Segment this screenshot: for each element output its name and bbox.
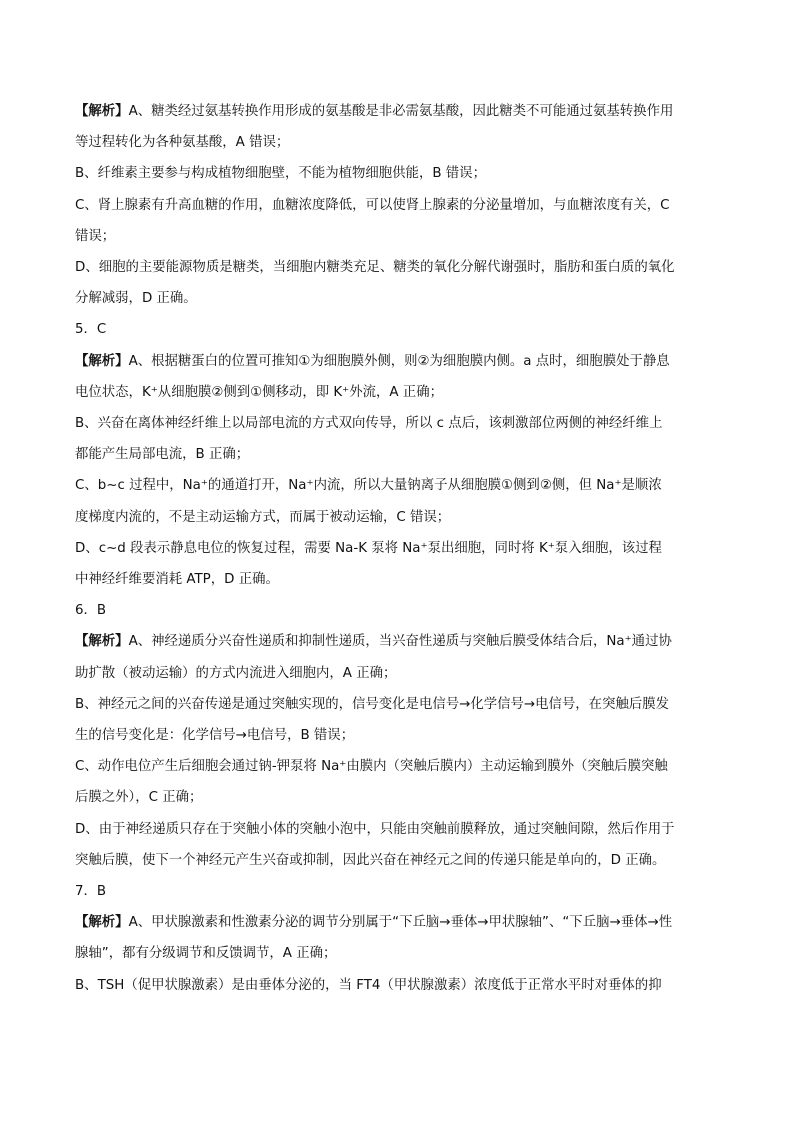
para-16	[75, 907, 675, 969]
para-1	[75, 96, 675, 158]
para-14: D、由于神经递质只存在于突触小体的突触小泡中，只能由突触前膜释放，通过突触间隙，然后作用于突触后膜，使下一个神经元产生兴奋或抑制，因此兴奋在神经元之间的传递只能是单向的，D 正确。	[75, 821, 675, 868]
para-text: A、糖类经过氨基转换作用形成的氨基酸是非必需氨基酸，因此糖类不可能通过氨基转换作用等过程转化为各种氨基酸，A 错误；	[75, 104, 674, 151]
analysis-tag: 【解析】	[75, 353, 129, 369]
para-4: D、细胞的主要能源物质是糖类，当细胞内糖类充足、糖类的氧化分解代谢强时，脂肪和蛋白质的氧化分解减弱，D 正确。	[75, 260, 675, 307]
para-text: A、甲状腺激素和性激素分泌的调节分别属于“下丘脑→垂体→甲状腺轴”、“下丘脑→垂体→性腺轴”，都有分级调节和反馈调节，A 正确；	[75, 915, 673, 962]
answer-number-6: 6．B	[75, 603, 107, 619]
para-13: C、动作电位产生后细胞会通过钠-钾泵将 Na⁺由膜内（突触后膜内）主动运输到膜外（突触后膜突触后膜之外），C 正确；	[75, 759, 668, 806]
para-2: B、纤维素主要参与构成植物细胞壁，不能为植物细胞供能，B 错误；	[75, 166, 486, 182]
para-7: B、兴奋在离体神经纤维上以局部电流的方式双向传导，所以 c 点后，该刺激部位两侧的神经纤维上都能产生局部电流，B 正确；	[75, 416, 663, 463]
para-12: B、神经元之间的兴奋传递是通过突触实现的，信号变化是电信号→化学信号→电信号，在突触后膜发生的信号变化是：化学信号→电信号，B 错误；	[75, 696, 670, 744]
answer-number-5: 5．C	[75, 322, 107, 338]
para-9: D、c~d 段表示静息电位的恢复过程，需要 Na-K 泵将 Na⁺泵出细胞，同时将 K⁺泵入细胞，该过程中神经纤维要消耗 ATP，D 正确。	[75, 540, 662, 588]
para-11	[75, 626, 675, 688]
answer-number-7: 7．B	[75, 884, 107, 900]
analysis-tag: 【解析】	[75, 915, 129, 931]
para-text: A、根据糖蛋白的位置可推知①为细胞膜外侧，则②为细胞膜内侧。a 点时，细胞膜处于静息电位状态，K⁺从细胞膜②侧到①侧移动，即 K⁺外流，A 正确；	[75, 353, 670, 400]
para-17: B、TSH（促甲状腺激素）是由垂体分泌的，当 FT4（甲状腺激素）浓度低于正常水平时对垂体的抑	[75, 977, 662, 993]
analysis-tag: 【解析】	[75, 104, 129, 119]
para-6	[75, 346, 675, 408]
para-3: C、肾上腺素有升高血糖的作用，血糖浓度降低，可以使肾上腺素的分泌量增加，与血糖浓度有关，C 错误；	[75, 197, 670, 244]
analysis-tag: 【解析】	[75, 634, 129, 650]
answer-analysis-page	[75, 96, 675, 1001]
para-8: C、b~c 过程中，Na⁺的通道打开，Na⁺内流，所以大量钠离子从细胞膜①侧到②侧，但 Na⁺是顺浓度梯度内流的，不是主动运输方式，而属于被动运输，C 错误；	[75, 478, 662, 525]
para-text: A、神经递质分兴奋性递质和抑制性递质，当兴奋性递质与突触后膜受体结合后，Na⁺通过协助扩散（被动运输）的方式内流进入细胞内，A 正确；	[75, 634, 672, 681]
